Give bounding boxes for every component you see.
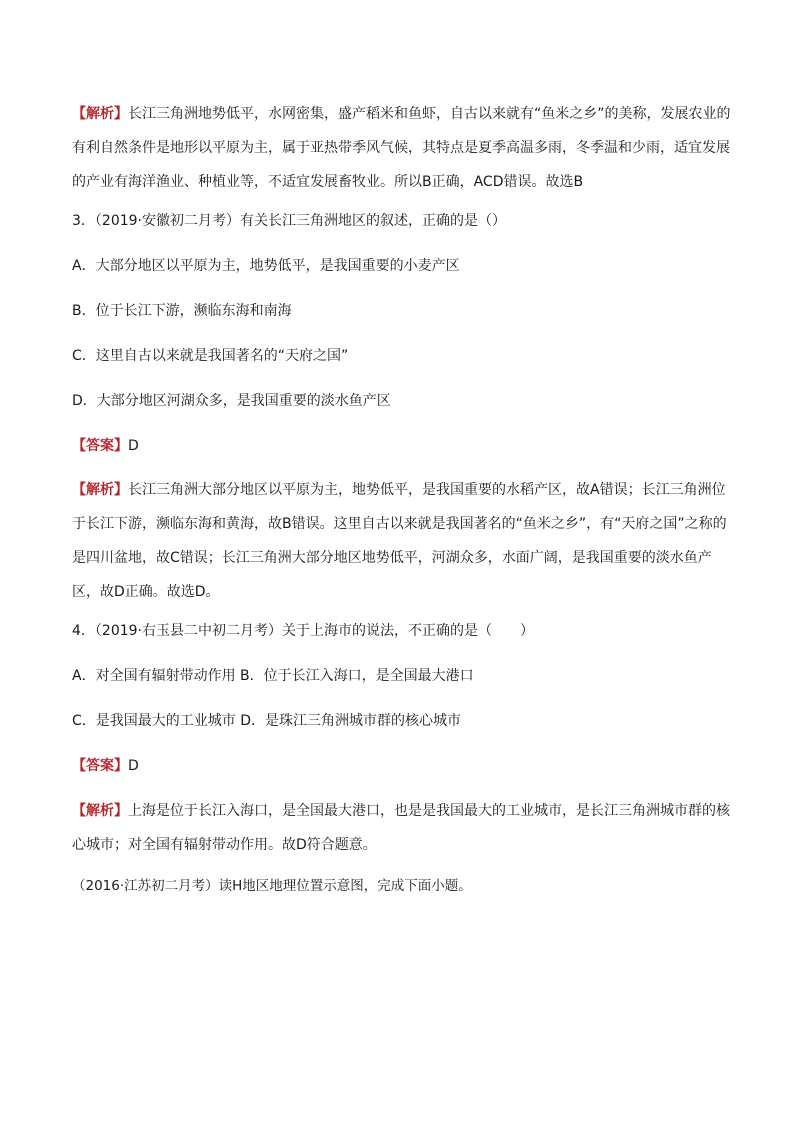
next-section-intro: （2016·江苏初二月考）读H地区地理位置示意图，完成下面小题。 — [72, 878, 472, 894]
question-4-answer — [72, 756, 732, 776]
analysis-text: 长江三角洲地势低平，水网密集，盛产稻米和鱼虾，自古以来就有“鱼米之乡”的美称，发展农业的有利自然条件是地形以平原为主，属于亚热带季风气候，其特点是夏季高温多雨，冬季温和少雨，适宜发展的产业有海洋渔业、种植业等，不适宜发展畜牧业。所以B正确，ACD错误。故选B — [72, 106, 731, 190]
answer-tag: 【答案】 — [72, 758, 128, 774]
question-3-option-d: D．大部分地区河湖众多，是我国重要的淡水鱼产区 — [72, 393, 391, 409]
question-4-options-row-1: A．对全国有辐射带动作用 B．位于长江入海口，是全国最大港口 — [72, 668, 474, 684]
question-4-stem: 4．（2019·右玉县二中初二月考）关于上海市的说法，不正确的是（ ） — [72, 623, 534, 639]
question-3-analysis — [72, 473, 732, 609]
answer-value: D — [128, 438, 139, 454]
question-3-stem: 3．（2019·安徽初二月考）有关长江三角洲地区的叙述，正确的是（） — [72, 213, 506, 229]
q2-analysis — [72, 97, 732, 199]
question-4-options-row-2: C．是我国最大的工业城市 D．是珠江三角洲城市群的核心城市 — [72, 713, 462, 729]
question-4-analysis — [72, 794, 732, 862]
question-3-option-c: C．这里自古以来就是我国著名的“天府之国” — [72, 348, 349, 364]
question-3-answer — [72, 436, 732, 456]
question-3-option-b: B．位于长江下游，濒临东海和南海 — [72, 303, 292, 319]
answer-value: D — [128, 758, 139, 774]
analysis-tag: 【解析】 — [72, 482, 128, 498]
analysis-tag: 【解析】 — [72, 106, 128, 122]
analysis-text: 上海是位于长江入海口，是全国最大港口，也是是我国最大的工业城市，是长江三角洲城市群的核心城市；对全国有辐射带动作用。故D符合题意。 — [72, 803, 730, 853]
analysis-tag: 【解析】 — [72, 803, 128, 819]
answer-tag: 【答案】 — [72, 438, 128, 454]
analysis-text: 长江三角洲大部分地区以平原为主，地势低平，是我国重要的水稻产区，故A错误；长江三角洲位于长江下游，濒临东海和黄海，故B错误。这里自古以来就是我国著名的“鱼米之乡”，有“天府之国”之称的是四川盆地，故C错误；长江三角洲大部分地区地势低平，河湖众多，水面广阔，是我国重要的淡水鱼产区，故D正确。故选D。 — [72, 482, 727, 600]
question-3-option-a: A．大部分地区以平原为主，地势低平，是我国重要的小麦产区 — [72, 258, 460, 274]
